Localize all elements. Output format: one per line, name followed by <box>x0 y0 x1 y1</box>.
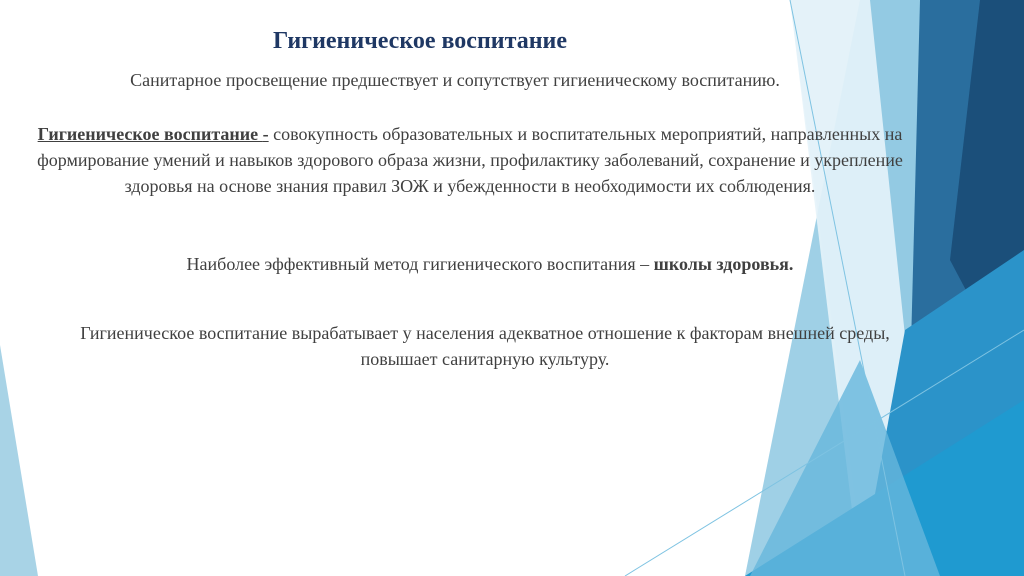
definition-text: совокупность образовательных и воспитательных мероприятий, направленных на формирование умений и навыков здорового образа жизни, профилактику заболеваний, сохранение и укрепление здоровья на основе знания правил ЗОЖ и убежденности в необходимости их соблюдения. <box>37 124 903 196</box>
definition-term: Гигиеническое воспитание <box>37 124 263 144</box>
method-text: Наиболее эффективный метод гигиенического воспитания – <box>186 254 654 274</box>
intro-line: Санитарное просвещение предшествует и сопутствует гигиеническому воспитанию. <box>130 70 780 90</box>
left-wedge-shape <box>0 345 38 576</box>
slide-title: Гигиеническое воспитание <box>272 28 567 54</box>
definition-dash: - <box>262 124 269 144</box>
method-line <box>60 254 920 275</box>
final-paragraph: Гигиеническое воспитание вырабатывает у населения адекватное отношение к факторам внешней среды, повышает санитарную культуру. <box>80 323 890 369</box>
method-strong: школы здоровья. <box>653 254 794 274</box>
definition-paragraph <box>30 121 910 199</box>
